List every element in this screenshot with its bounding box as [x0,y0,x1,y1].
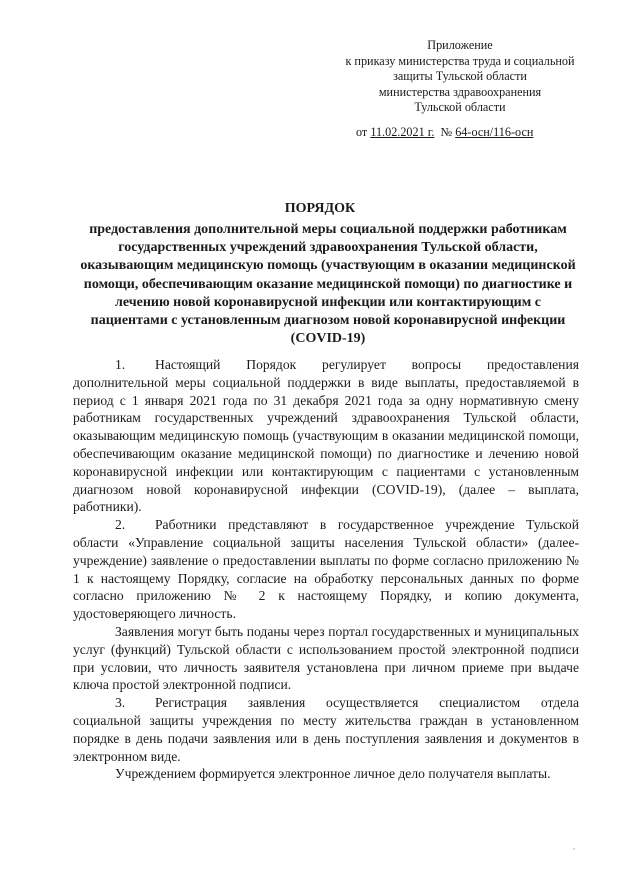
paragraph-text: Работники представляют в государственное учреждение Тульской области «Управление социальной защиты населения Тульской области» (далее-учреждение) заявление о предоставлении выплаты по форме согласно приложению № 1 к настоящему Порядку, согласие на обработку персональных данных по форме согласно приложению № 2 к настоящему Порядку, и копию документа, удостоверяющего личность. [73,517,579,622]
order-number-prefix: № [440,125,453,139]
order-number: 64-осн/116-осн [455,125,534,139]
paragraph-1 [73,356,579,516]
paragraph-2-continued [73,623,579,694]
paragraph-2 [73,516,579,623]
appendix-line: Приложение [427,38,493,52]
appendix-line: защиты Тульской области [393,69,527,84]
order-date-number [356,125,576,140]
order-from-prefix: от [356,125,368,139]
paragraph-number: 3. [115,695,126,711]
paragraph-number: 2. [115,517,126,533]
appendix-line: министерства здравоохранения [378,84,542,99]
scan-speck [573,848,575,850]
document-body [73,356,579,783]
paragraph-3 [73,694,579,765]
paragraph-text: Учреждением формируется электронное личное дело получателя выплаты. [115,766,551,782]
paragraph-3-continued [73,765,579,783]
paragraph-text: Настоящий Порядок регулирует вопросы предоставления дополнительной меры социальной поддержки в виде выплаты, предоставляемой в период с 1 января 2021 года по 31 декабря 2021 года за одну нормативную смену работникам государственных учреждений здравоохранения Тульской области, оказывающим медицинскую помощь (участвующим в оказании медицинской помощи, обеспечивающим оказание медицинской помощи) по диагностике и лечению новой коронавирусной инфекции или контактирующим с пациентами с установленным диагнозом новой коронавирусной инфекции (COVID-19), (далее – выплата, работники). [73,357,579,515]
order-date: 11.02.2021 г. [370,125,435,139]
appendix-line: Тульской области [414,100,506,115]
paragraph-text: Заявления могут быть поданы через портал государственных и муниципальных услуг (функций) Тульской области с использованием простой электронной подписи при условии, что личность заявителя установлена при личном приеме при выдаче ключа простой электронной подписи. [73,623,579,693]
document-subtitle: предоставления дополнительной меры социальной поддержки работникам государственных учреждений здравоохранения Тульской области, оказывающим медицинскую помощь (участвующим в оказании медицинской помощи, обеспечивающим оказание медицинской помощи) по диагностике и лечению новой коронавирусной инфекции или контактирующим с пациентами с установленным диагнозом новой коронавирусной инфекции (COVID-19) [80,222,576,347]
appendix-block [330,38,590,116]
appendix-line: к приказу министерства труда и социальной [345,53,575,68]
paragraph-number: 1. [115,357,126,372]
document-title: ПОРЯДОК [284,201,356,216]
paragraph-text: Регистрация заявления осуществляется специалистом отдела социальной защиты учреждения по месту жительства граждан в установленном порядке в день подачи заявления или в день поступления заявления и документов в электронном виде. [73,695,579,764]
